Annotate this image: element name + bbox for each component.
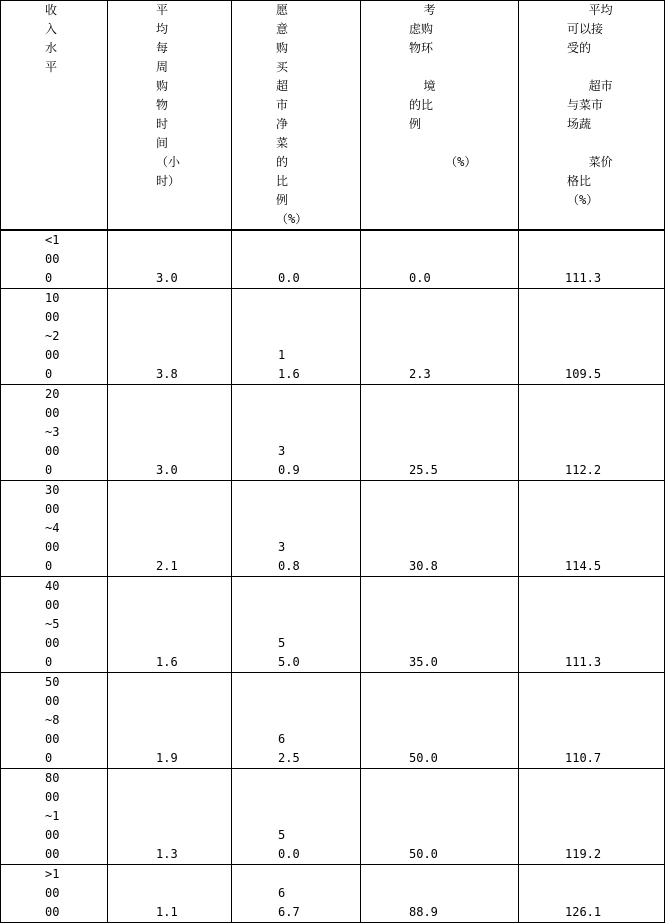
cell-clean-veg-ratio: 0.0: [232, 230, 361, 289]
table-row: [1, 385, 665, 481]
cell-environment-ratio: 35.0: [361, 577, 519, 673]
cell-clean-veg-ratio: 1 1.6: [232, 289, 361, 385]
cell-environment-ratio: 25.5: [361, 385, 519, 481]
cell-clean-veg-ratio: 5 5.0: [232, 577, 361, 673]
cell-price-ratio: 111.3: [519, 577, 665, 673]
cell-weekly-hours: 1.9: [108, 673, 232, 769]
cell-environment-ratio: 2.3: [361, 289, 519, 385]
header-weekly-hours: 平 均 每 周 购 物 时 间 （小 时）: [108, 1, 232, 231]
header-row: [1, 1, 665, 231]
cell-income: <1 00 0: [1, 230, 108, 289]
cell-price-ratio: 111.3: [519, 230, 665, 289]
cell-price-ratio: 112.2: [519, 385, 665, 481]
table-row: [1, 769, 665, 865]
cell-income: >1 00 00: [1, 865, 108, 923]
table-row: [1, 673, 665, 769]
cell-environment-ratio: 0.0: [361, 230, 519, 289]
cell-income: 30 00 ~4 00 0: [1, 481, 108, 577]
cell-income: 50 00 ~8 00 0: [1, 673, 108, 769]
header-environment-ratio: 考 虑购 物环 境 的比 例 （%）: [361, 1, 519, 231]
cell-environment-ratio: 50.0: [361, 769, 519, 865]
cell-weekly-hours: 1.1: [108, 865, 232, 923]
cell-clean-veg-ratio: 3 0.9: [232, 385, 361, 481]
cell-income: 40 00 ~5 00 0: [1, 577, 108, 673]
table-row: [1, 289, 665, 385]
cell-weekly-hours: 2.1: [108, 481, 232, 577]
cell-clean-veg-ratio: 6 2.5: [232, 673, 361, 769]
cell-clean-veg-ratio: 6 6.7: [232, 865, 361, 923]
table-row: [1, 865, 665, 923]
cell-environment-ratio: 50.0: [361, 673, 519, 769]
cell-income: 10 00 ~2 00 0: [1, 289, 108, 385]
header-income: 收 入 水 平: [1, 1, 108, 231]
cell-price-ratio: 126.1: [519, 865, 665, 923]
cell-environment-ratio: 30.8: [361, 481, 519, 577]
cell-income: 80 00 ~1 00 00: [1, 769, 108, 865]
cell-income: 20 00 ~3 00 0: [1, 385, 108, 481]
cell-price-ratio: 114.5: [519, 481, 665, 577]
cell-price-ratio: 109.5: [519, 289, 665, 385]
cell-environment-ratio: 88.9: [361, 865, 519, 923]
table-row: [1, 481, 665, 577]
cell-price-ratio: 110.7: [519, 673, 665, 769]
table-row: [1, 230, 665, 289]
cell-weekly-hours: 3.8: [108, 289, 232, 385]
table-row: [1, 577, 665, 673]
cell-weekly-hours: 1.6: [108, 577, 232, 673]
cell-weekly-hours: 1.3: [108, 769, 232, 865]
cell-clean-veg-ratio: 3 0.8: [232, 481, 361, 577]
header-price-ratio: 平均 可以接 受的 超市 与菜市 场蔬 菜价 格比 （%）: [519, 1, 665, 231]
cell-weekly-hours: 3.0: [108, 385, 232, 481]
header-clean-veg-ratio: 愿 意 购 买 超 市 净 菜 的 比 例 （%）: [232, 1, 361, 231]
cell-clean-veg-ratio: 5 0.0: [232, 769, 361, 865]
cell-weekly-hours: 3.0: [108, 230, 232, 289]
cell-price-ratio: 119.2: [519, 769, 665, 865]
